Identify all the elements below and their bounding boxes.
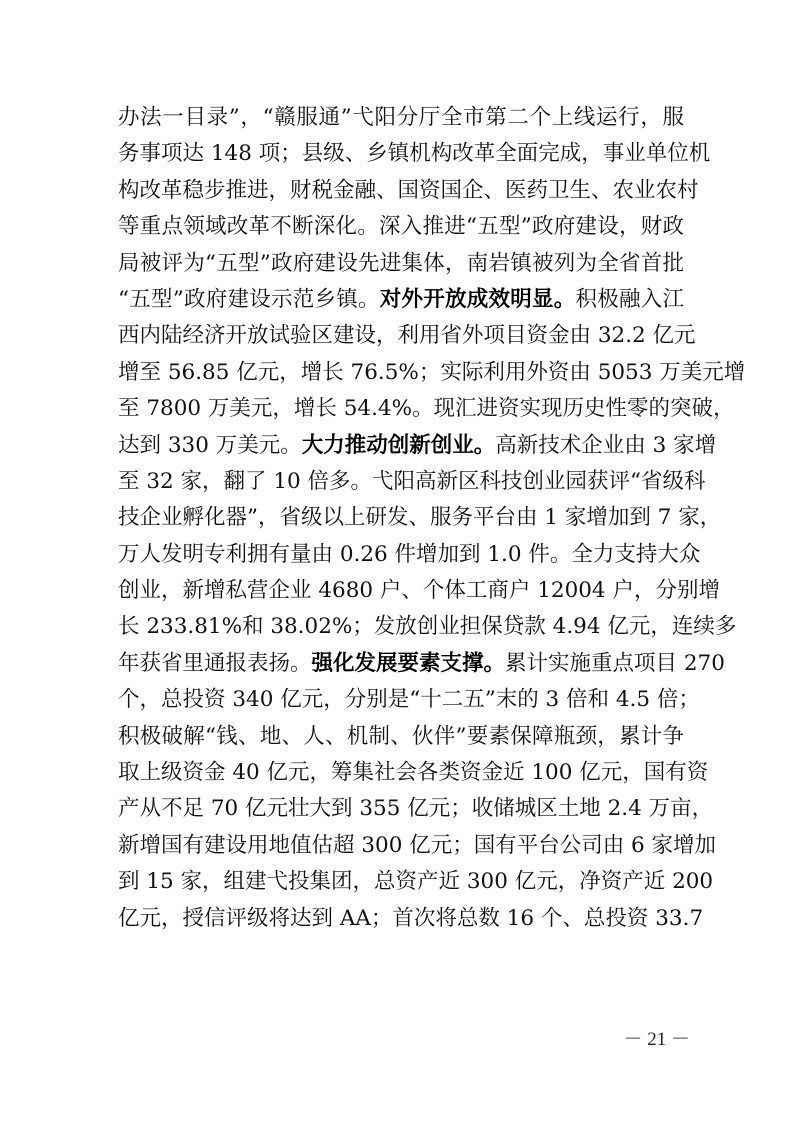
text-segment: 到 15 家，组建弋投集团，总资产近 300 亿元，净资产近 200	[118, 869, 714, 895]
text-line	[118, 719, 684, 755]
text-segment: “五型”政府建设示范乡镇。	[118, 286, 380, 312]
text-line	[118, 537, 701, 573]
text-line	[118, 391, 735, 427]
text-line	[118, 100, 684, 136]
bold-heading-phrase: 强化发展要素支撑。	[311, 650, 506, 676]
text-line	[118, 646, 725, 682]
text-segment: 技企业孵化器”，省级以上研发、服务平台由 1 家增加到 7 家，	[118, 505, 722, 531]
text-segment: 新增国有建设用地值估超 300 亿元；国有平台公司由 6 家增加	[118, 832, 717, 858]
text-line	[118, 355, 746, 391]
text-segment: 达到 330 万美元。	[118, 432, 302, 458]
text-segment: 构改革稳步推进，财税金融、国资国企、医药卫生、农业农村	[118, 177, 699, 203]
text-segment: 创业，新增私营企业 4680 户、个体工商户 12004 户，分别增	[118, 578, 720, 604]
body-text	[118, 100, 746, 937]
text-line	[118, 755, 709, 791]
text-line	[118, 864, 714, 900]
text-line	[118, 682, 700, 718]
text-segment: 长 233.81%和 38.02%；发放创业担保贷款 4.94 亿元，连续多	[118, 614, 737, 640]
text-line	[118, 318, 696, 354]
text-segment: 西内陆经济开放试验区建设，利用省外项目资金由 32.2 亿元	[118, 323, 696, 349]
text-line	[118, 428, 717, 464]
text-segment: 高新技术企业由 3 家增	[495, 432, 717, 458]
text-segment: 增至 56.85 亿元，增长 76.5%；实际利用外资由 5053 万美元增	[118, 359, 746, 385]
text-line	[118, 136, 711, 172]
text-segment: 办法一目录”，“赣服通”弋阳分厅全市第二个上线运行，服	[118, 105, 684, 130]
text-segment: 取上级资金 40 亿元，筹集社会各类资金近 100 亿元，国有资	[118, 760, 709, 786]
text-segment: 累计实施重点项目 270	[505, 650, 725, 676]
text-line	[118, 173, 699, 209]
text-line	[118, 609, 737, 645]
text-line	[118, 573, 720, 609]
text-segment: 万人发明专利拥有量由 0.26 件增加到 1.0 件。全力支持大众	[118, 541, 701, 567]
text-segment: 积极融入江	[575, 286, 684, 312]
text-line	[118, 901, 704, 937]
text-segment: 局被评为“五型”政府建设先进集体，南岩镇被列为全省首批	[118, 250, 684, 276]
text-segment: 务事项达 148 项；县级、乡镇机构改革全面完成，事业单位机	[118, 141, 711, 167]
text-line	[118, 500, 722, 536]
text-line	[118, 828, 717, 864]
bold-heading-phrase: 对外开放成效明显。	[379, 286, 576, 312]
text-segment: 个，总投资 340 亿元，分别是“十二五”末的 3 倍和 4.5 倍；	[118, 687, 700, 713]
text-line	[118, 209, 684, 245]
text-line	[118, 464, 706, 500]
text-line	[118, 282, 684, 318]
text-line	[118, 791, 714, 827]
text-segment: 等重点领域改革不断深化。深入推进“五型”政府建设，财政	[118, 214, 684, 240]
text-line	[118, 246, 684, 282]
text-segment: 至 32 家，翻了 10 倍多。弋阳高新区科技创业园获评“省级科	[118, 468, 706, 494]
text-segment: 积极破解“钱、地、人、机制、伙伴”要素保障瓶颈，累计争	[118, 723, 684, 749]
text-segment: 产从不足 70 亿元壮大到 355 亿元；收储城区土地 2.4 万亩，	[118, 796, 714, 822]
page-number: － 21 －	[623, 1029, 690, 1050]
bold-heading-phrase: 大力推动创新创业。	[301, 432, 496, 458]
text-segment: 年获省里通报表扬。	[118, 650, 312, 676]
text-segment: 亿元，授信评级将达到 AA；首次将总数 16 个、总投资 33.7	[118, 905, 704, 931]
text-segment: 至 7800 万美元，增长 54.4%。现汇进资实现历史性零的突破，	[118, 396, 735, 422]
